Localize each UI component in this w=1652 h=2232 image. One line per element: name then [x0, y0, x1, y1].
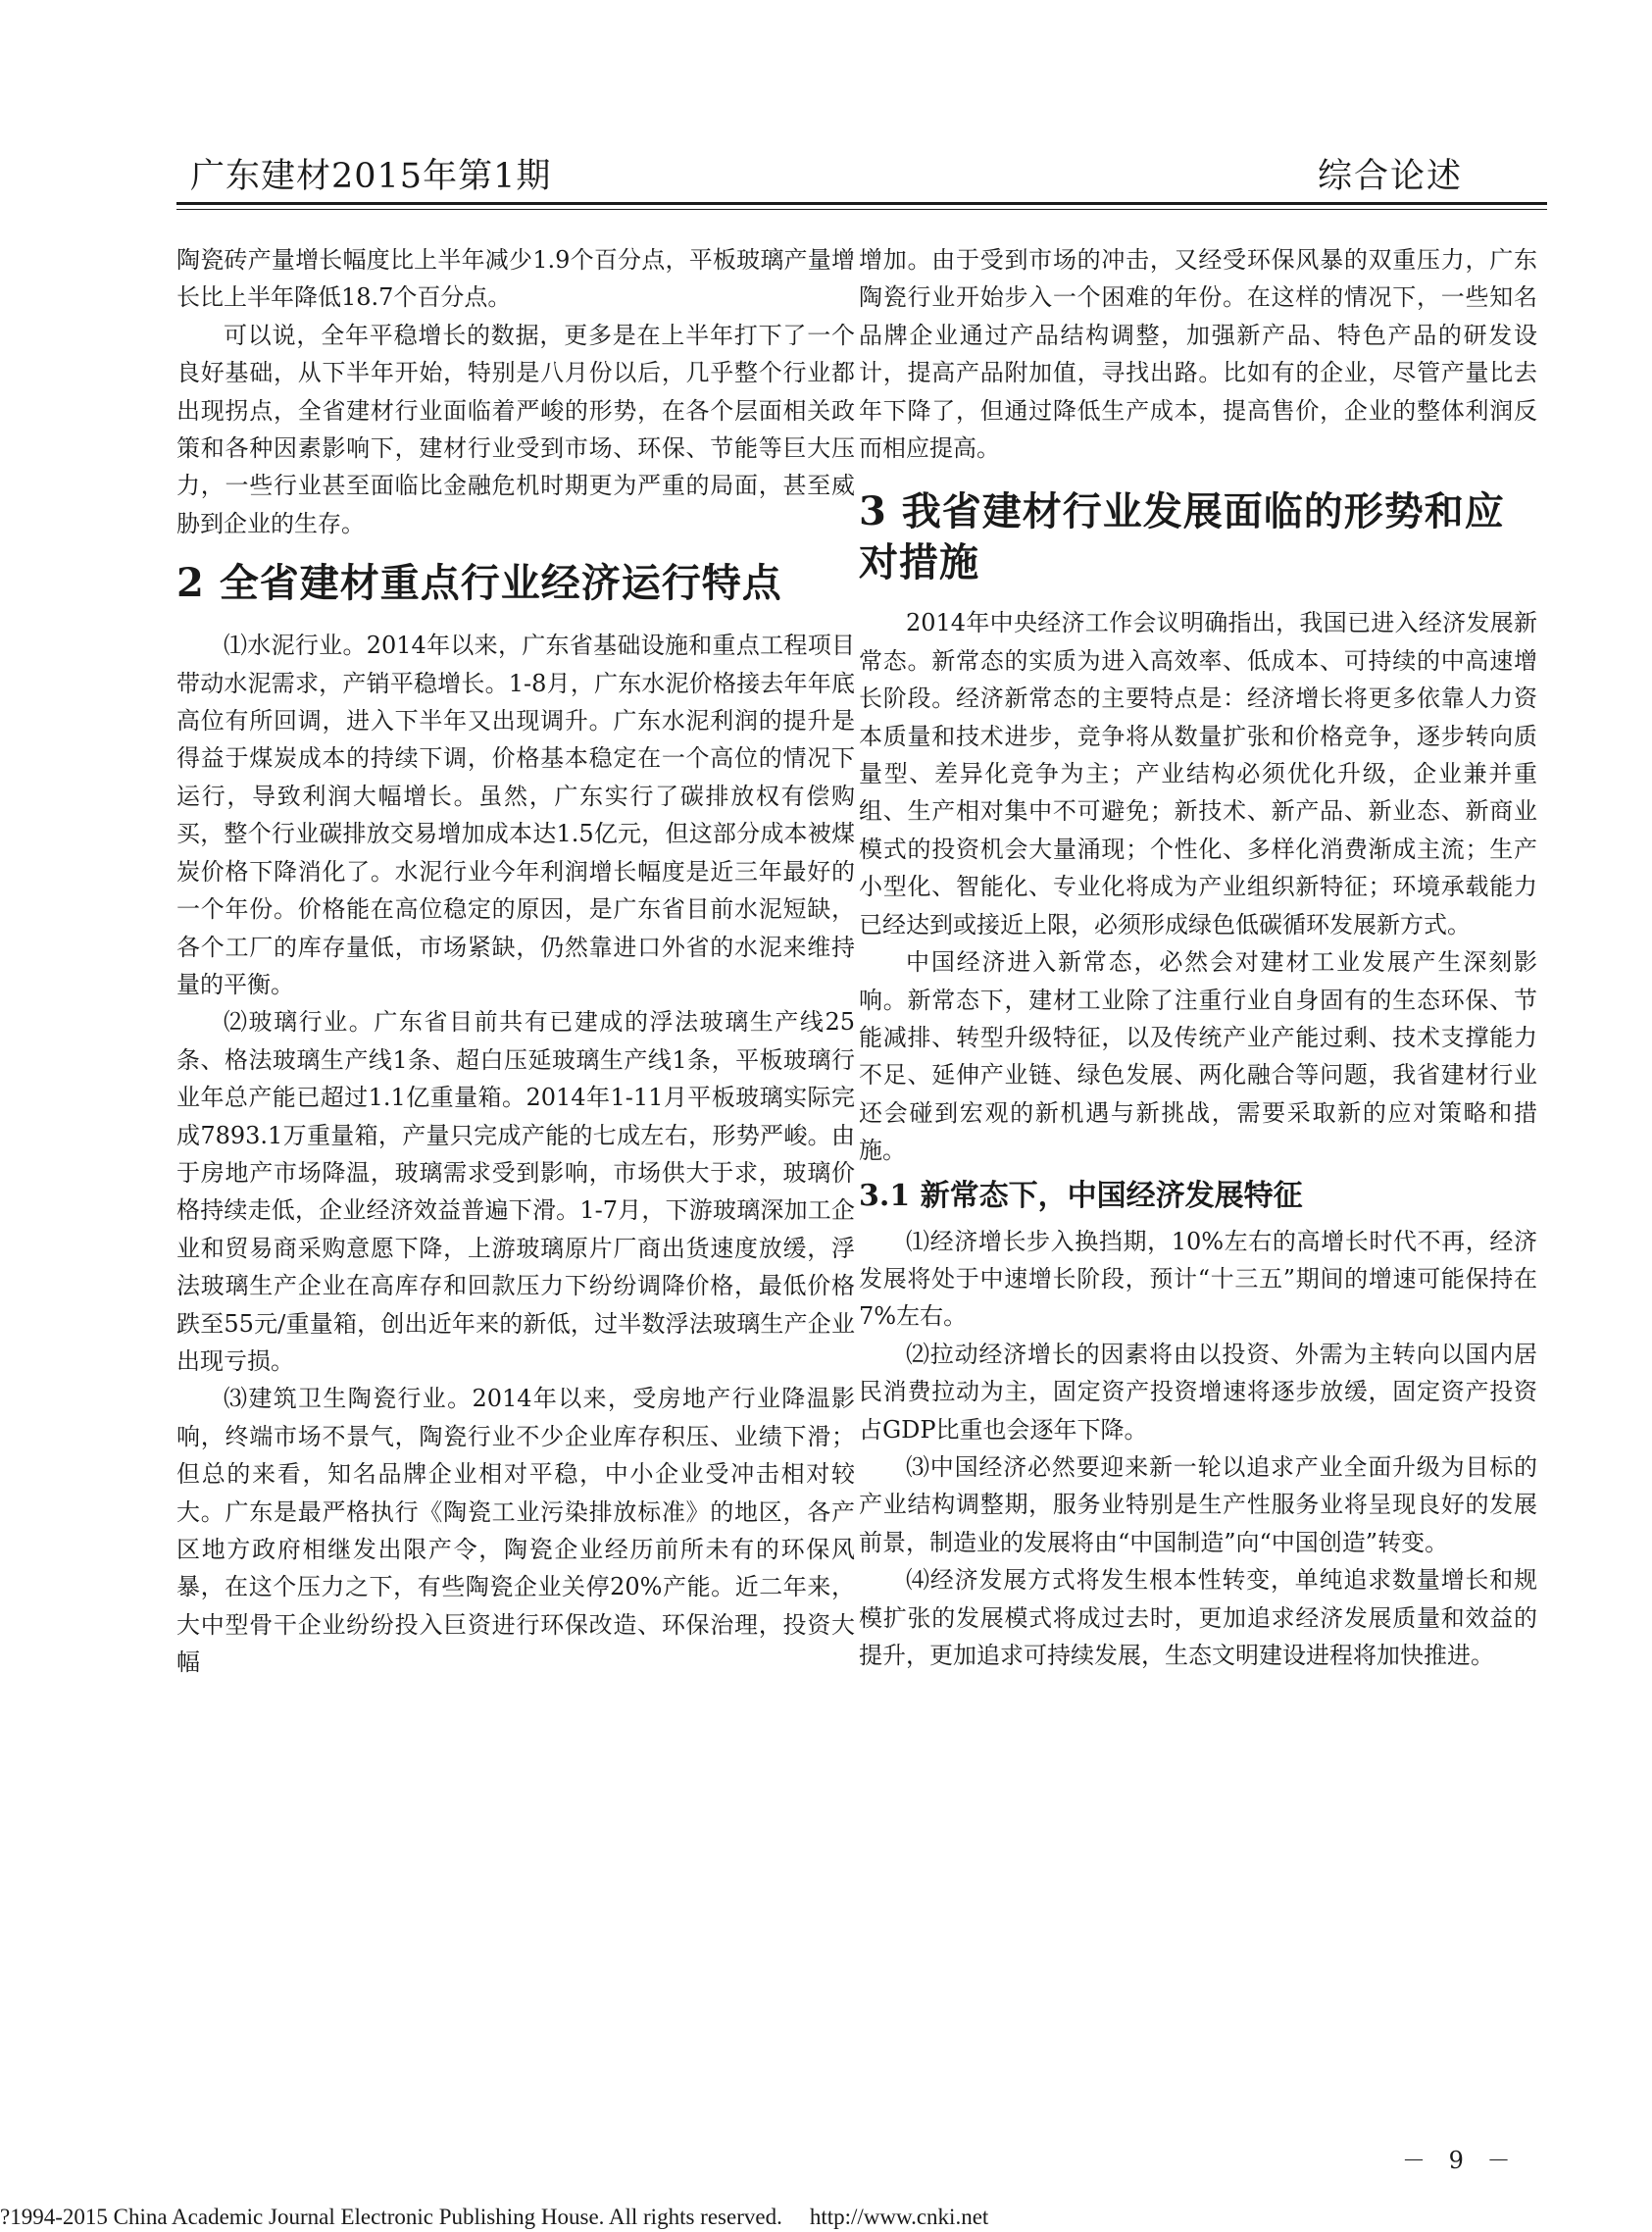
paragraph: ⑶中国经济必然要迎来新一轮以追求产业全面升级为目标的产业结构调整期，服务业特别是生产性服务业将呈现良好的发展前景，制造业的发展将由“中国制造”向“中国创造”转变。 [859, 1452, 1537, 1556]
paragraph: 陶瓷砖产量增长幅度比上半年减少1.9个百分点，平板玻璃产量增长比上半年降低18.7个百分点。 [176, 246, 855, 312]
copyright-line [0, 2205, 988, 2230]
page-number: － 9 － [1402, 2147, 1519, 2174]
paragraph: 增加。由于受到市场的冲击，又经受环保风暴的双重压力，广东陶瓷行业开始步入一个困难的年份。在这样的情况下，一些知名品牌企业通过产品结构调整，加强新产品、特色产品的研发设计，提高产品附加值，寻找出路。比如有的企业，尽管产量比去年下降了，但通过降低生产成本，提高售价，企业的整体利润反而相应提高。 [859, 246, 1537, 463]
subsection-heading: 3.1 新常态下，中国经济发展特征 [859, 1178, 1303, 1213]
paragraph: ⑷经济发展方式将发生根本性转变，单纯追求数量增长和规模扩张的发展模式将成过去时，更加追求经济发展质量和效益的提升，更加追求可持续发展，生态文明建设进程将加快推进。 [859, 1566, 1537, 1669]
website-url: http://www.cnki.net [809, 2205, 989, 2229]
journal-issue: 广东建材2015年第1期 [190, 157, 552, 196]
right-column [859, 241, 1537, 1674]
paragraph: ⑴水泥行业。2014年以来，广东省基础设施和重点工程项目带动水泥需求，产销平稳增长。1-8月，广东水泥价格接去年年底高位有所回调，进入下半年又出现调升。广东水泥利润的提升是得益于煤炭成本的持续下调，价格基本稳定在一个高位的情况下运行，导致利润大幅增长。虽然，广东实行了碳排放权有偿购买，整个行业碳排放交易增加成本达1.5亿元，但这部分成本被煤炭价格下降消化了。水泥行业今年利润增长幅度是近三年最好的一个年份。价格能在高位稳定的原因，是广东省目前水泥短缺，各个工厂的库存量低，市场紧缺，仍然靠进口外省的水泥来维持量的平衡。 [176, 632, 855, 998]
running-header [176, 147, 1549, 206]
paragraph: 中国经济进入新常态，必然会对建材工业发展产生深刻影响。新常态下，建材工业除了注重行业自身固有的生态环保、节能减排、转型升级特征，以及传统产业产能过剩、技术支撑能力不足、延伸产业链、绿色发展、两化融合等问题，我省建材行业还会碰到宏观的新机遇与新挑战，需要采取新的应对策略和措施。 [859, 948, 1537, 1165]
paragraph: ⑶建筑卫生陶瓷行业。2014年以来，受房地产行业降温影响，终端市场不景气，陶瓷行业不少企业库存积压、业绩下滑；但总的来看，知名品牌企业相对平稳，中小企业受冲击相对较大。广东是最严格执行《陶瓷工业污染排放标准》的地区，各产区地方政府相继发出限产令，陶瓷企业经历前所未有的环保风暴，在这个压力之下，有些陶瓷企业关停20%产能。近二年来，大中型骨干企业纷纷投入巨资进行环保改造、环保治理，投资大幅 [176, 1385, 855, 1677]
paragraph: 2014年中央经济工作会议明确指出，我国已进入经济发展新常态。新常态的实质为进入高效率、低成本、可持续的中高速增长阶段。经济新常态的主要特点是：经济增长将更多依靠人力资本质量和技术进步，竞争将从数量扩张和价格竞争，逐步转向质量型、差异化竞争为主；产业结构必须优化升级，企业兼并重组、生产相对集中不可避免；新技术、新产品、新业态、新商业模式的投资机会大量涌现；个性化、多样化消费渐成主流；生产小型化、智能化、专业化将成为产业组织新特征；环境承载能力已经达到或接近上限，必须形成绿色低碳循环发展新方式。 [859, 609, 1537, 938]
paragraph: 可以说，全年平稳增长的数据，更多是在上半年打下了一个良好基础，从下半年开始，特别是八月份以后，几乎整个行业都出现拐点，全省建材行业面临着严峻的形势，在各个层面相关政策和各种因素影响下，建材行业受到市场、环保、节能等巨大压力，一些行业甚至面临比金融危机时期更为严重的局面，甚至威胁到企业的生存。 [176, 321, 855, 537]
header-rule-thin [176, 209, 1547, 210]
section-tag: 综合论述 [1317, 157, 1463, 196]
paragraph: ⑴经济增长步入换挡期，10%左右的高增长时代不再，经济发展将处于中速增长阶段，预计“十三五”期间的增速可能保持在7%左右。 [859, 1227, 1537, 1331]
copyright-text: ?1994-2015 China Academic Journal Electronic Publishing House. All rights reserved. [0, 2205, 782, 2229]
paragraph: ⑵拉动经济增长的因素将由以投资、外需为主转向以国内居民消费拉动为主，固定资产投资增速将逐步放缓，固定资产投资占GDP比重也会逐年下降。 [859, 1340, 1537, 1444]
header-rule-thick [176, 202, 1547, 205]
section-heading: 2 全省建材重点行业经济运行特点 [176, 560, 782, 607]
section-heading: 3 我省建材行业发展面临的形势和应对措施 [859, 488, 1505, 586]
paragraph: ⑵玻璃行业。广东省目前共有已建成的浮法玻璃生产线25条、格法玻璃生产线1条、超白压延玻璃生产线1条，平板玻璃行业年总产能已超过1.1亿重量箱。2014年1-11月平板玻璃实际完成7893.1万重量箱，产量只完成产能的七成左右，形势严峻。由于房地产市场降温，玻璃需求受到影响，市场供大于求，玻璃价格持续走低，企业经济效益普遍下滑。1-7月，下游玻璃深加工企业和贸易商采购意愿下降，上游玻璃原片厂商出货速度放缓，浮法玻璃生产企业在高库存和回款压力下纷纷调降价格，最低价格跌至55元/重量箱，创出近年来的新低，过半数浮法玻璃生产企业出现亏损。 [176, 1008, 855, 1375]
left-column [176, 241, 855, 1682]
